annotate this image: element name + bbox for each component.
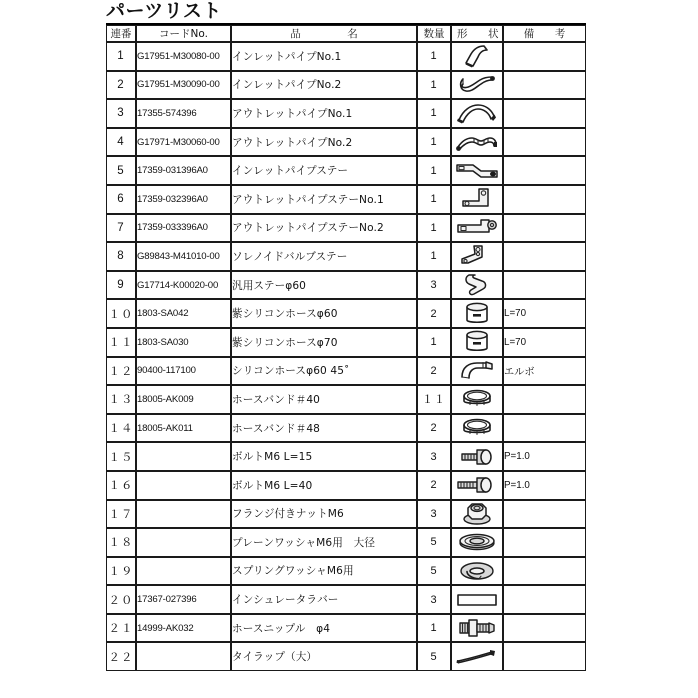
cell-name: 汎用ステーφ60 <box>231 271 417 300</box>
cell-remark <box>503 557 586 586</box>
cell-remark: エルボ <box>503 357 586 386</box>
table-row <box>106 299 586 328</box>
cell-remark <box>503 71 586 100</box>
cell-qty: 2 <box>417 357 451 386</box>
cell-qty: １１ <box>417 385 451 414</box>
stay-inlet-icon <box>453 159 501 183</box>
cell-remark <box>503 271 586 300</box>
table-row <box>106 471 586 500</box>
cell-seq: ２２ <box>106 642 136 671</box>
cell-code <box>136 557 231 586</box>
cell-qty: 2 <box>417 299 451 328</box>
cell-shape-silicone-hose <box>451 299 503 328</box>
table-row <box>106 185 586 214</box>
cell-seq: １９ <box>106 557 136 586</box>
cell-remark <box>503 156 586 185</box>
cell-shape-stay-inlet <box>451 156 503 185</box>
cell-code <box>136 528 231 557</box>
cell-seq: 6 <box>106 185 136 214</box>
cell-shape-pipe-outlet-1 <box>451 99 503 128</box>
cell-remark: P=1.0 <box>503 442 586 471</box>
silicone-elbow-icon <box>455 358 499 384</box>
table-row <box>106 242 586 271</box>
cell-remark <box>503 42 586 71</box>
cell-name: タイラップ（大） <box>231 642 417 671</box>
cell-shape-stay-outlet-1 <box>451 185 503 214</box>
column-header-remark-text: 備 考 <box>523 28 571 40</box>
table-header-row <box>106 25 586 42</box>
table-row <box>106 214 586 243</box>
bolt-long-icon <box>455 474 499 496</box>
cell-remark: L=70 <box>503 299 586 328</box>
cell-qty: 5 <box>417 557 451 586</box>
cell-name: インレットパイプNo.2 <box>231 71 417 100</box>
page-title: パーツリスト <box>106 0 222 22</box>
cell-seq: 2 <box>106 71 136 100</box>
cell-code <box>136 442 231 471</box>
cell-code: G17971-M30060-00 <box>136 128 231 157</box>
table-header <box>106 25 586 42</box>
cell-seq: ２０ <box>106 585 136 614</box>
stay-solenoid-icon <box>456 243 498 269</box>
cell-name: ホースバンド＃48 <box>231 414 417 443</box>
cell-name: アウトレットパイプNo.1 <box>231 99 417 128</box>
page-title-wrap <box>106 1 236 22</box>
cell-qty: 3 <box>417 500 451 529</box>
cell-seq: 3 <box>106 99 136 128</box>
cell-shape-flange-nut <box>451 500 503 529</box>
cell-name: フランジ付きナットM6 <box>231 500 417 529</box>
cell-shape-hose-band <box>451 414 503 443</box>
cell-qty: 1 <box>417 128 451 157</box>
cell-seq: １４ <box>106 414 136 443</box>
cell-code <box>136 642 231 671</box>
cell-qty: 3 <box>417 442 451 471</box>
cell-shape-pipe-inlet-2 <box>451 71 503 100</box>
cell-code <box>136 500 231 529</box>
cell-shape-plain-washer <box>451 528 503 557</box>
cell-qty: 2 <box>417 471 451 500</box>
pipe-inlet-1-icon <box>454 43 500 69</box>
cell-code: 17359-031396A0 <box>136 156 231 185</box>
cell-seq: １０ <box>106 299 136 328</box>
table-row <box>106 328 586 357</box>
pipe-outlet-2-icon <box>454 129 500 155</box>
cell-seq: １８ <box>106 528 136 557</box>
hose-band-icon <box>458 416 496 440</box>
cell-name: ホースニップル φ4 <box>231 614 417 643</box>
cell-code: G89843-M41010-00 <box>136 242 231 271</box>
cell-code: 17359-032396A0 <box>136 185 231 214</box>
cell-name: プレーンワッシャM6用 大径 <box>231 528 417 557</box>
cell-code: 17359-033396A0 <box>136 214 231 243</box>
tie-wrap-icon <box>454 648 500 666</box>
cell-name: アウトレットパイプステーNo.2 <box>231 214 417 243</box>
cell-code: G17951-M30090-00 <box>136 71 231 100</box>
cell-remark <box>503 185 586 214</box>
table-row <box>106 357 586 386</box>
cell-seq: １７ <box>106 500 136 529</box>
cell-qty: 1 <box>417 614 451 643</box>
cell-seq: １１ <box>106 328 136 357</box>
cell-qty: 1 <box>417 242 451 271</box>
cell-code: 14999-AK032 <box>136 614 231 643</box>
table-row <box>106 528 586 557</box>
table-row <box>106 585 586 614</box>
plain-washer-icon <box>457 532 497 552</box>
table-row <box>106 99 586 128</box>
cell-seq: １６ <box>106 471 136 500</box>
table-row <box>106 271 586 300</box>
cell-name: インレットパイプステー <box>231 156 417 185</box>
hose-nipple-icon <box>456 617 498 639</box>
cell-name: インレットパイプNo.1 <box>231 42 417 71</box>
table-row <box>106 156 586 185</box>
cell-qty: 1 <box>417 214 451 243</box>
table-row <box>106 614 586 643</box>
cell-code: 1803-SA030 <box>136 328 231 357</box>
cell-remark: P=1.0 <box>503 471 586 500</box>
cell-name: アウトレットパイプステーNo.1 <box>231 185 417 214</box>
cell-name: ボルトM6 L=40 <box>231 471 417 500</box>
table-row <box>106 42 586 71</box>
cell-seq: ２１ <box>106 614 136 643</box>
cell-name: ソレノイドバルブステー <box>231 242 417 271</box>
stay-outlet-1-icon <box>455 186 499 212</box>
cell-name: シリコンホースφ60 45˚ <box>231 357 417 386</box>
cell-remark <box>503 642 586 671</box>
table-row <box>106 500 586 529</box>
column-header-remark <box>503 25 586 42</box>
cell-remark <box>503 500 586 529</box>
hose-band-icon <box>458 387 496 411</box>
cell-qty: 3 <box>417 271 451 300</box>
cell-code: 18005-AK009 <box>136 385 231 414</box>
cell-shape-silicone-elbow <box>451 357 503 386</box>
cell-remark <box>503 214 586 243</box>
cell-name: インシュレータラバー <box>231 585 417 614</box>
cell-seq: 5 <box>106 156 136 185</box>
stay-outlet-2-icon <box>453 216 501 240</box>
table-row <box>106 128 586 157</box>
parts-table <box>106 25 586 671</box>
column-header-code: コードNo. <box>136 25 231 42</box>
cell-qty: 5 <box>417 528 451 557</box>
cell-shape-pipe-inlet-1 <box>451 42 503 71</box>
cell-remark <box>503 614 586 643</box>
cell-remark <box>503 99 586 128</box>
column-header-seq: 連番 <box>106 25 136 42</box>
cell-code: 90400-117100 <box>136 357 231 386</box>
cell-qty: 2 <box>417 414 451 443</box>
cell-shape-stay-outlet-2 <box>451 214 503 243</box>
spring-washer-icon <box>458 560 496 582</box>
cell-code <box>136 471 231 500</box>
cell-name: ホースバンド＃40 <box>231 385 417 414</box>
table-row <box>106 414 586 443</box>
cell-shape-stay-universal <box>451 271 503 300</box>
cell-shape-hose-nipple <box>451 614 503 643</box>
table-row <box>106 71 586 100</box>
cell-qty: 1 <box>417 328 451 357</box>
cell-code: G17714-K00020-00 <box>136 271 231 300</box>
column-header-shape <box>451 25 503 42</box>
silicone-hose-icon <box>460 301 494 327</box>
table-row <box>106 557 586 586</box>
cell-code: 17355-574396 <box>136 99 231 128</box>
silicone-hose-icon <box>460 329 494 355</box>
stay-universal-icon <box>459 272 495 298</box>
cell-name: アウトレットパイプNo.2 <box>231 128 417 157</box>
column-header-shape-text: 形 状 <box>457 28 504 40</box>
cell-qty: 1 <box>417 42 451 71</box>
cell-shape-pipe-outlet-2 <box>451 128 503 157</box>
cell-shape-spring-washer <box>451 557 503 586</box>
bolt-short-icon <box>457 446 497 468</box>
cell-remark <box>503 585 586 614</box>
cell-seq: 9 <box>106 271 136 300</box>
cell-code: 1803-SA042 <box>136 299 231 328</box>
cell-qty: 1 <box>417 185 451 214</box>
pipe-inlet-2-icon <box>454 72 500 98</box>
cell-qty: 1 <box>417 99 451 128</box>
cell-seq: 1 <box>106 42 136 71</box>
cell-shape-tie-wrap <box>451 642 503 671</box>
cell-qty: 1 <box>417 156 451 185</box>
cell-seq: 7 <box>106 214 136 243</box>
cell-name: 紫シリコンホースφ60 <box>231 299 417 328</box>
cell-remark <box>503 528 586 557</box>
cell-name: 紫シリコンホースφ70 <box>231 328 417 357</box>
column-header-name-text: 品 名 <box>290 28 376 40</box>
cell-code: G17951-M30080-00 <box>136 42 231 71</box>
pipe-outlet-1-icon <box>454 100 500 126</box>
cell-shape-bolt-long <box>451 471 503 500</box>
cell-name: スプリングワッシャM6用 <box>231 557 417 586</box>
cell-remark <box>503 128 586 157</box>
cell-seq: 8 <box>106 242 136 271</box>
cell-shape-insulator-rubber <box>451 585 503 614</box>
cell-shape-bolt-short <box>451 442 503 471</box>
cell-shape-silicone-hose <box>451 328 503 357</box>
cell-shape-hose-band <box>451 385 503 414</box>
table-body <box>106 42 586 671</box>
cell-shape-stay-solenoid <box>451 242 503 271</box>
cell-seq: １２ <box>106 357 136 386</box>
cell-remark <box>503 414 586 443</box>
cell-seq: １５ <box>106 442 136 471</box>
cell-qty: 3 <box>417 585 451 614</box>
cell-remark <box>503 385 586 414</box>
cell-qty: 5 <box>417 642 451 671</box>
cell-code: 17367-027396 <box>136 585 231 614</box>
table-row <box>106 642 586 671</box>
cell-remark: L=70 <box>503 328 586 357</box>
cell-name: ボルトM6 L=15 <box>231 442 417 471</box>
table-row <box>106 442 586 471</box>
column-header-name <box>231 25 417 42</box>
cell-remark <box>503 242 586 271</box>
cell-seq: 4 <box>106 128 136 157</box>
flange-nut-icon <box>461 501 493 527</box>
column-header-qty: 数量 <box>417 25 451 42</box>
insulator-rubber-icon <box>455 592 499 608</box>
cell-code: 18005-AK011 <box>136 414 231 443</box>
cell-seq: １３ <box>106 385 136 414</box>
table-row <box>106 385 586 414</box>
cell-qty: 1 <box>417 71 451 100</box>
